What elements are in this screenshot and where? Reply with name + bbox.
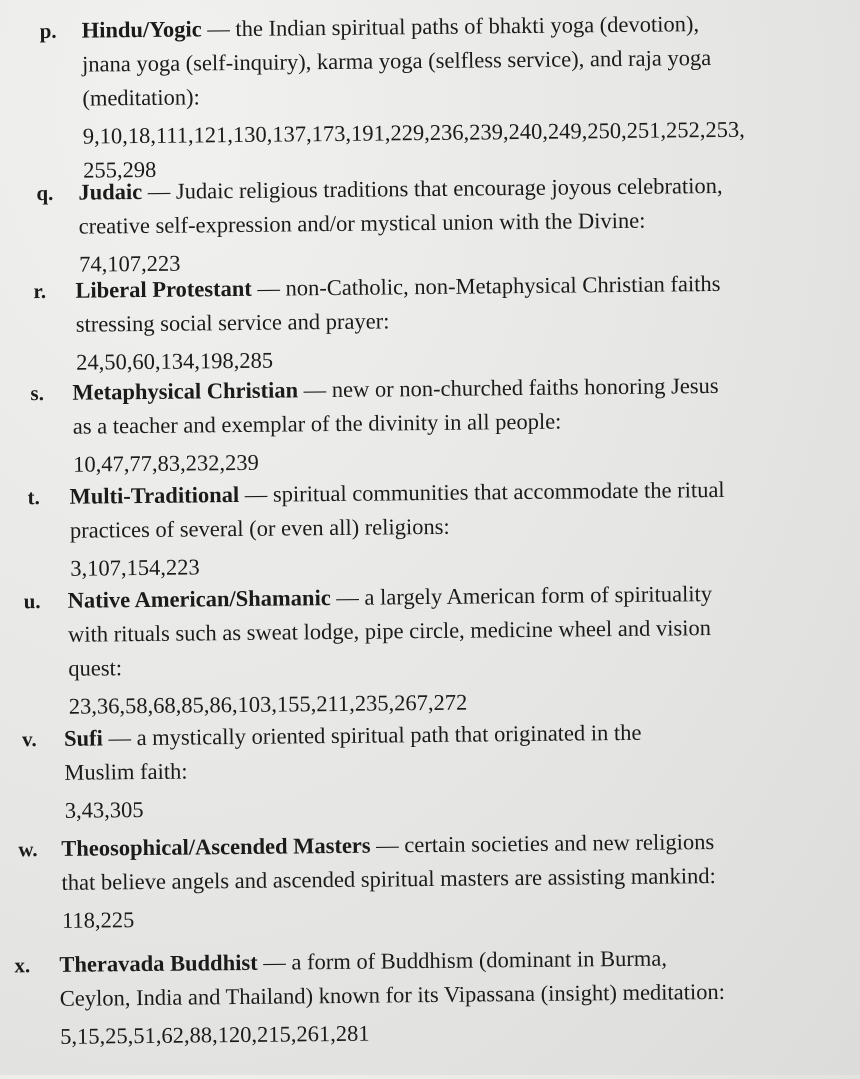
entry-numbers: 9,10,18,111,121,130,137,173,191,229,236,239,240,249,250,251,252,253,: [82, 116, 745, 149]
entry-numbers: 23,36,58,68,85,86,103,155,211,235,267,272: [68, 689, 468, 719]
entry-letter: p.: [39, 18, 57, 44]
entry-desc-line: — new or non-churched faiths honoring Jesus: [297, 372, 719, 403]
entry-term: Theosophical/Ascended Masters: [61, 832, 371, 861]
entry-numbers: 74,107,223: [78, 250, 181, 277]
entry-numbers: 24,50,60,134,198,285: [76, 347, 274, 375]
entry-term: Theravada Buddhist: [59, 949, 258, 977]
entry-term: Liberal Protestant: [75, 275, 252, 303]
entry-desc-line: quest:: [68, 655, 123, 681]
entry-desc-line: — spiritual communities that accommodate the ritual: [239, 476, 725, 507]
entry-term: Hindu/Yogic: [81, 16, 202, 43]
entry-desc-line: — the Indian spiritual paths of bhakti yoga (devotion),: [201, 11, 700, 42]
entry-desc-line: (meditation):: [82, 84, 200, 111]
entry-desc-line: that believe angels and ascended spiritual masters are assisting mankind:: [61, 863, 716, 895]
entry-desc-line: with rituals such as sweat lodge, pipe circle, medicine wheel and vision: [67, 615, 712, 647]
entry-numbers: 255,298: [83, 156, 157, 183]
entry-letter: w.: [18, 837, 38, 862]
entry-desc-line: — Judaic religious traditions that encourage joyous celebration,: [141, 172, 723, 204]
entry-desc-line: Muslim faith:: [64, 758, 188, 785]
entry-term: Native American/Shamanic: [67, 585, 331, 613]
entry-term: Judaic: [78, 178, 143, 205]
entry-numbers: 5,15,25,51,62,88,120,215,261,281: [60, 1020, 370, 1049]
entry-letter: v.: [21, 727, 37, 752]
entry-term: Multi-Traditional: [69, 481, 240, 509]
entry-letter: s.: [30, 381, 45, 406]
entry-desc-line: — a form of Buddhism (dominant in Burma,: [257, 945, 668, 975]
entry-term: Metaphysical Christian: [72, 377, 299, 405]
entry-letter: x.: [14, 953, 31, 978]
entry-numbers: 10,47,77,83,232,239: [73, 449, 259, 477]
entry-desc-line: jnana yoga (self-inquiry), karma yoga (selfless service), and raja yoga: [81, 45, 712, 77]
entry-desc-line: — non-Catholic, non-Metaphysical Christian faiths: [251, 270, 721, 301]
entry-p: [39, 6, 819, 183]
entry-desc-line: creative self-expression and/or mystical union with the Divine:: [78, 207, 646, 239]
entry-desc-line: — certain societies and new religions: [370, 829, 715, 858]
entry-letter: q.: [36, 180, 54, 206]
entry-letter: r.: [33, 279, 47, 304]
entry-term: Sufi: [63, 725, 103, 751]
entry-desc-line: — a mystically oriented spiritual path that originated in the: [102, 719, 642, 751]
entry-letter: t.: [27, 485, 40, 510]
entry-numbers: 3,107,154,223: [70, 554, 200, 581]
entry-x: [14, 940, 834, 1049]
entry-letter: u.: [23, 589, 41, 614]
entry-numbers: 3,43,305: [64, 797, 144, 823]
entry-desc-line: stressing social service and prayer:: [75, 308, 390, 337]
entry-desc-line: Ceylon, India and Thailand) known for its Vipassana (insight) meditation:: [59, 978, 726, 1011]
entry-desc-line: practices of several (or even all) religions:: [69, 513, 450, 543]
entry-desc-line: — a largely American form of spirituality: [330, 581, 713, 611]
entry-desc-line: as a teacher and exemplar of the divinity in all people:: [72, 408, 562, 439]
entry-numbers: 118,225: [61, 907, 135, 933]
